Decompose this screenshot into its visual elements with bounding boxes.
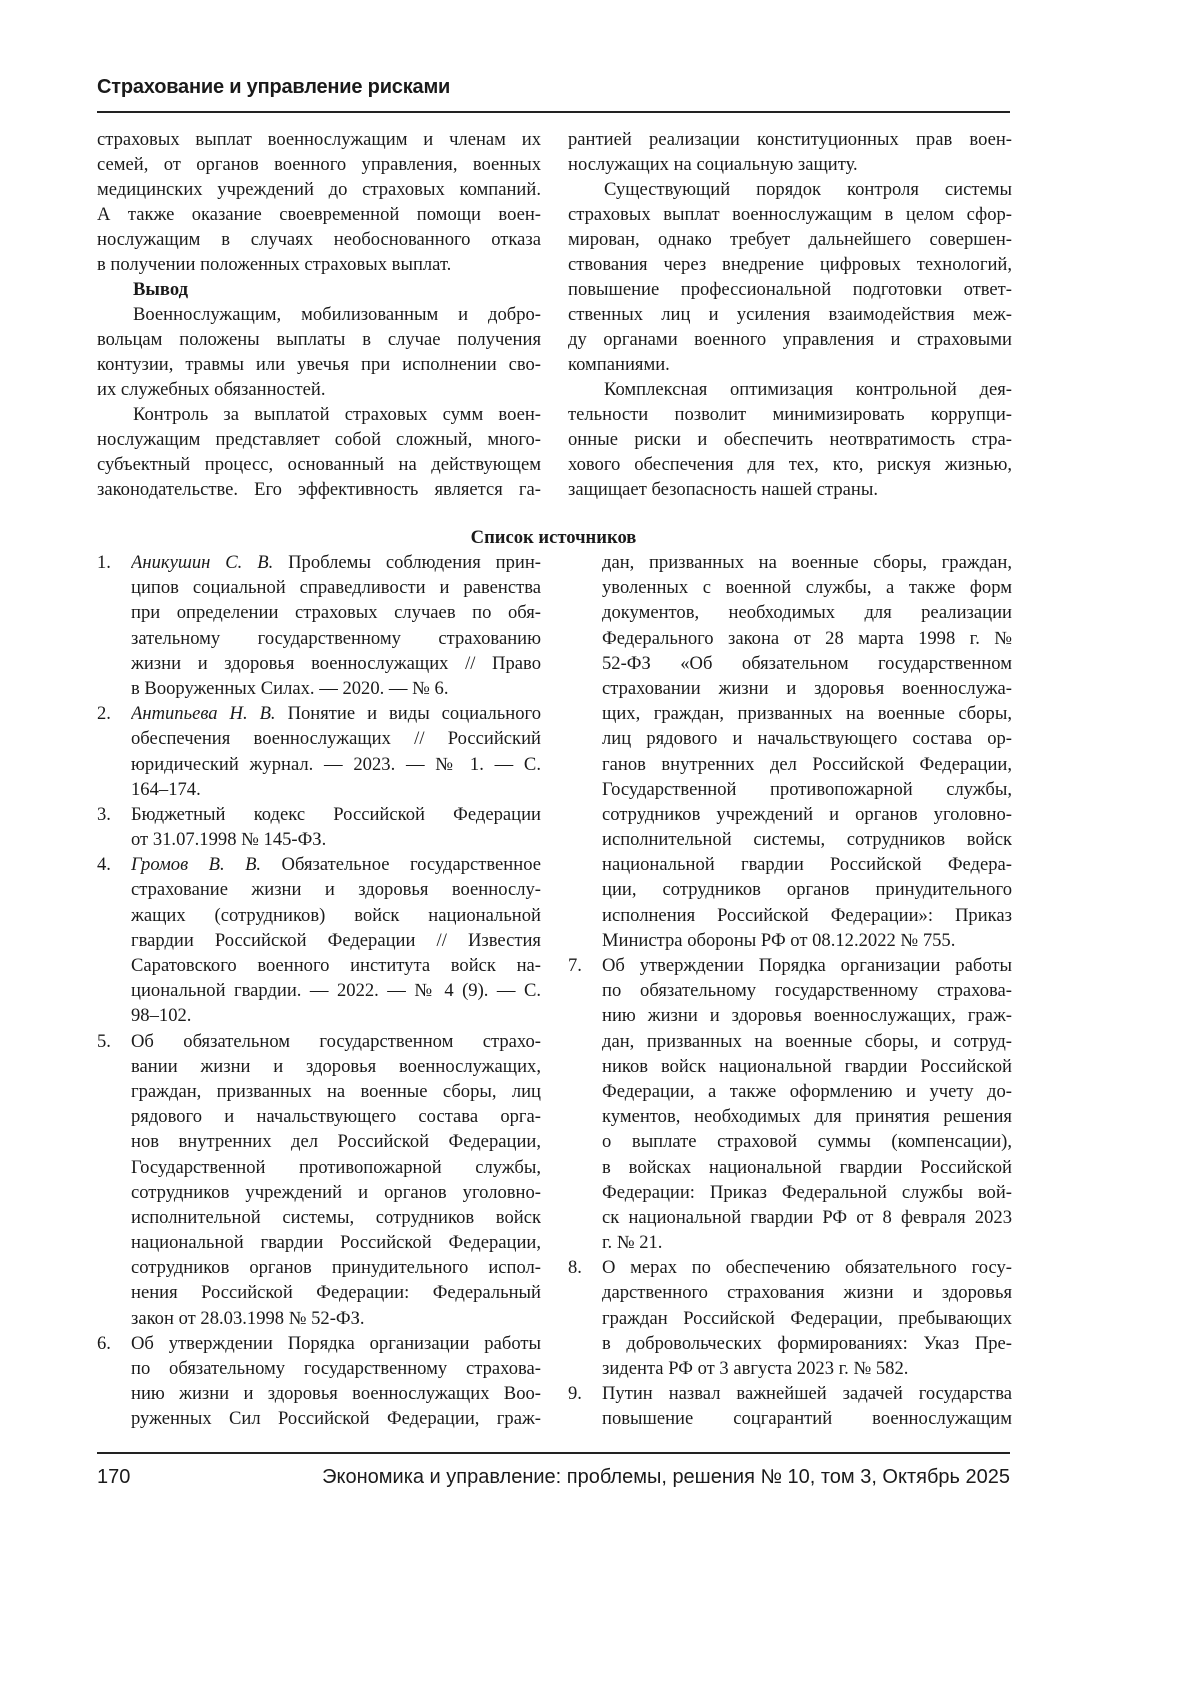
reference-number: 5. [97, 1030, 111, 1052]
reference-line: национальной гвардии Российской Федерации, [131, 1232, 541, 1254]
reference-line: Министра обороны РФ от 08.12.2022 № 755. [602, 929, 956, 951]
text-line: вольцам положены выплаты в случае получения [97, 329, 541, 350]
section-heading [97, 277, 541, 302]
reference-line: циональной гвардии. — 2022. — № 4 (9). — С. [131, 980, 541, 1002]
text-line: Вывод [133, 279, 189, 300]
reference-line: лиц рядового и начальствующего состава ор- [602, 728, 1012, 750]
text-line: нослужащим представляет собой сложный, много- [97, 429, 541, 450]
reference-author: Громов В. В. [131, 854, 262, 876]
reference-line: граждан, призванных на военные сборы, лиц [131, 1080, 541, 1102]
reference-number: 6. [97, 1332, 111, 1354]
body-column-right [568, 127, 1012, 502]
journal-title: Экономика и управление: проблемы, решения № 10, том 3, Октябрь 2025 [322, 1466, 1010, 1488]
text-line: страховых выплат военнослужащим в целом сфор- [568, 204, 1012, 225]
reference-text: Обязательное государственное [261, 854, 541, 876]
reference-line: страхование жизни и здоровья военнослу- [131, 879, 541, 901]
text-line: медицинских учреждений до страховых компаний. [97, 179, 541, 200]
reference-author: Антипьева Н. В. [131, 703, 276, 725]
paragraph [568, 177, 1012, 377]
reference-line: Об обязательном государственном страхо- [131, 1030, 541, 1052]
reference-item [97, 550, 541, 701]
reference-line: нию жизни и здоровья военнослужащих Воо- [131, 1383, 541, 1405]
text-line: их служебных обязанностей. [97, 379, 326, 400]
reference-line: Об утверждении Порядка организации работы [602, 955, 1012, 976]
reference-line: Бюджетный кодекс Российской Федерации [131, 803, 541, 825]
reference-line: ципов социальной справедливости и равенства [131, 577, 541, 599]
reference-line: юридический журнал. — 2023. — № 1. — С. [131, 753, 541, 775]
text-line: повышение профессиональной подготовки ответ- [568, 279, 1012, 300]
reference-line: гвардии Российской Федерации // Известия [131, 929, 541, 951]
reference-line: в войсках национальной гвардии Российской [602, 1156, 1012, 1178]
references-heading: Список источников [470, 527, 637, 548]
text-line: субъектный процесс, основанный на действующем [97, 454, 541, 475]
reference-line: страховании жизни и здоровья военнослужа- [602, 677, 1012, 699]
reference-item [97, 802, 541, 852]
running-header-section-title: Страхование и управление рисками [97, 76, 451, 98]
reference-item [97, 701, 541, 802]
reference-item [568, 953, 1012, 1255]
reference-line: дан, призванных на военные сборы, и сотруд- [602, 1030, 1012, 1052]
text-line: онные риски и обеспечить неотвратимость стра- [568, 429, 1012, 450]
body-column-left [97, 127, 541, 502]
text-line: ственных лиц и усиления взаимодействия меж- [568, 304, 1012, 325]
reference-line: Путин назвал важнейшей задачей государства [602, 1383, 1012, 1405]
reference-line [131, 701, 541, 726]
references-column-left [97, 550, 541, 1432]
text-line: законодательстве. Его эффективность является га- [97, 479, 541, 500]
reference-line: щих, граждан, призванных на военные сборы, [602, 703, 1012, 725]
text-line: Существующий порядок контроля системы [604, 179, 1012, 200]
reference-line: г. № 21. [602, 1232, 663, 1254]
reference-line: при определении страховых случаев по обя- [131, 602, 541, 624]
reference-text: Понятие и виды социального [275, 703, 541, 725]
reference-line [131, 550, 541, 575]
text-line: нослужащим в случаях необоснованного отказа [97, 229, 541, 250]
reference-line: Федерального закона от 28 марта 1998 г. № [602, 627, 1012, 649]
reference-line: Федерации: Приказ Федеральной службы вой- [602, 1181, 1012, 1203]
text-line: нослужащих на социальную защиту. [568, 154, 858, 175]
reference-line: кументов, необходимых для принятия решения [602, 1106, 1012, 1128]
paragraph [568, 377, 1012, 502]
reference-line: в Вооруженных Силах. — 2020. — № 6. [131, 677, 449, 699]
reference-line: 98–102. [131, 1005, 192, 1027]
reference-line: Государственной противопожарной службы, [131, 1156, 541, 1178]
text-line: семей, от органов военного управления, военных [97, 154, 541, 175]
text-line: ду органами военного управления и страховыми [568, 329, 1012, 350]
text-line: Контроль за выплатой страховых сумм воен- [133, 404, 541, 425]
paragraph [97, 302, 541, 402]
text-line: защищает безопасность нашей страны. [568, 479, 878, 500]
reference-line: жащих (сотрудников) войск национальной [131, 904, 541, 926]
reference-line: ции, сотрудников органов принудительного [602, 879, 1012, 901]
reference-line: дарственного страхования жизни и здоровья [602, 1282, 1012, 1304]
reference-line: сотрудников органов принудительного испол- [131, 1257, 541, 1279]
reference-line: сотрудников учреждений и органов уголовно- [602, 803, 1012, 825]
reference-item [568, 1255, 1012, 1381]
page-number: 170 [97, 1466, 131, 1488]
text-line: Военнослужащим, мобилизованным и добро- [133, 304, 541, 325]
reference-item [568, 1381, 1012, 1431]
reference-line: граждан Российской Федерации, пребывающих [602, 1307, 1012, 1329]
text-line: страховых выплат военнослужащим и членам их [97, 129, 541, 150]
reference-item [97, 1029, 541, 1331]
text-line: хового обеспечения для тех, кто, рискуя жизнью, [568, 454, 1012, 475]
text-line: тельности позволит минимизировать коррупци- [568, 404, 1012, 425]
reference-number: 2. [97, 703, 111, 725]
reference-line: руженных Сил Российской Федерации, граж- [131, 1408, 541, 1430]
reference-line: зидента РФ от 3 августа 2023 г. № 582. [602, 1358, 909, 1379]
header-rule [97, 111, 1010, 113]
reference-number: 1. [97, 552, 111, 573]
reference-number: 7. [568, 955, 582, 976]
reference-line: исполнительной системы, сотрудников войск [602, 829, 1012, 851]
reference-line: по обязательному государственному страхова- [602, 980, 1012, 1002]
text-line: контузии, травмы или увечья при исполнении сво- [97, 354, 541, 375]
text-line: мирован, однако требует дальнейшего совершен- [568, 229, 1012, 250]
reference-number: 4. [97, 854, 111, 876]
reference-line: рядового и начальствующего состава орга- [131, 1106, 541, 1128]
reference-line: исполнительной системы, сотрудников войск [131, 1206, 541, 1228]
reference-item [97, 852, 541, 1028]
reference-author: Аникушин С. В. [131, 552, 274, 573]
reference-line: уволенных с военной службы, а также форм [602, 577, 1012, 599]
paragraph [97, 127, 541, 277]
reference-line: повышение соцгарантий военнослужащим [602, 1408, 1012, 1430]
references-column-right [568, 550, 1012, 1432]
reference-line: по обязательному государственному страхова- [131, 1358, 541, 1379]
reference-item [97, 1331, 541, 1432]
reference-line: обеспечения военнослужащих // Российский [131, 728, 541, 750]
reference-line: нов внутренних дел Российской Федерации, [131, 1131, 541, 1153]
reference-line: 164–174. [131, 778, 201, 800]
reference-line: в добровольческих формированиях: Указ Пре- [602, 1332, 1012, 1354]
reference-line: закон от 28.03.1998 № 52-ФЗ. [131, 1307, 365, 1329]
reference-line: исполнения Российской Федерации»: Приказ [602, 904, 1012, 926]
footer-rule [97, 1452, 1010, 1454]
reference-line: вании жизни и здоровья военнослужащих, [131, 1055, 541, 1077]
reference-line: от 31.07.1998 № 145-ФЗ. [131, 829, 327, 851]
reference-line: зательному государственному страхованию [131, 627, 541, 649]
reference-line [131, 852, 541, 877]
reference-line: О мерах по обеспечению обязательного госу- [602, 1257, 1012, 1279]
text-line: А также оказание своевременной помощи воен- [97, 204, 541, 225]
paragraph [568, 127, 1012, 177]
reference-item [568, 550, 1012, 953]
reference-line: дан, призванных на военные сборы, граждан, [602, 552, 1012, 573]
reference-line: Об утверждении Порядка организации работы [131, 1332, 541, 1354]
reference-line: сотрудников учреждений и органов уголовно- [131, 1181, 541, 1203]
reference-line: документов, необходимых для реализации [602, 602, 1012, 624]
reference-line: ников войск национальной гвардии Российской [602, 1055, 1012, 1077]
reference-line: национальной гвардии Российской Федера- [602, 854, 1012, 876]
text-line: Комплексная оптимизация контрольной дея- [604, 379, 1012, 400]
reference-line: Государственной противопожарной службы, [602, 778, 1012, 800]
reference-line: Федерации, а также оформлению и учету до- [602, 1080, 1012, 1102]
text-line: компаниями. [568, 354, 670, 375]
reference-line: ск национальной гвардии РФ от 8 февраля 2023 [602, 1206, 1012, 1228]
reference-line: ганов внутренних дел Российской Федерации, [602, 753, 1012, 775]
reference-line: нения Российской Федерации: Федеральный [131, 1282, 541, 1304]
reference-number: 3. [97, 803, 111, 825]
text-line: рантией реализации конституционных прав воен- [568, 129, 1012, 150]
reference-number: 8. [568, 1257, 582, 1279]
reference-line: о выплате страховой суммы (компенсации), [602, 1131, 1012, 1153]
text-line: в получении положенных страховых выплат. [97, 254, 452, 275]
paragraph [97, 402, 541, 502]
reference-line: Саратовского военного института войск на- [131, 955, 541, 976]
reference-line: нию жизни и здоровья военнослужащих, граж- [602, 1005, 1012, 1027]
reference-line: 52-ФЗ «Об обязательном государственном [602, 652, 1012, 674]
reference-line: жизни и здоровья военнослужащих // Право [131, 652, 541, 674]
reference-number: 9. [568, 1383, 582, 1405]
reference-text: Проблемы соблюдения прин- [273, 552, 541, 573]
text-line: ствования через внедрение цифровых технологий, [568, 254, 1012, 275]
